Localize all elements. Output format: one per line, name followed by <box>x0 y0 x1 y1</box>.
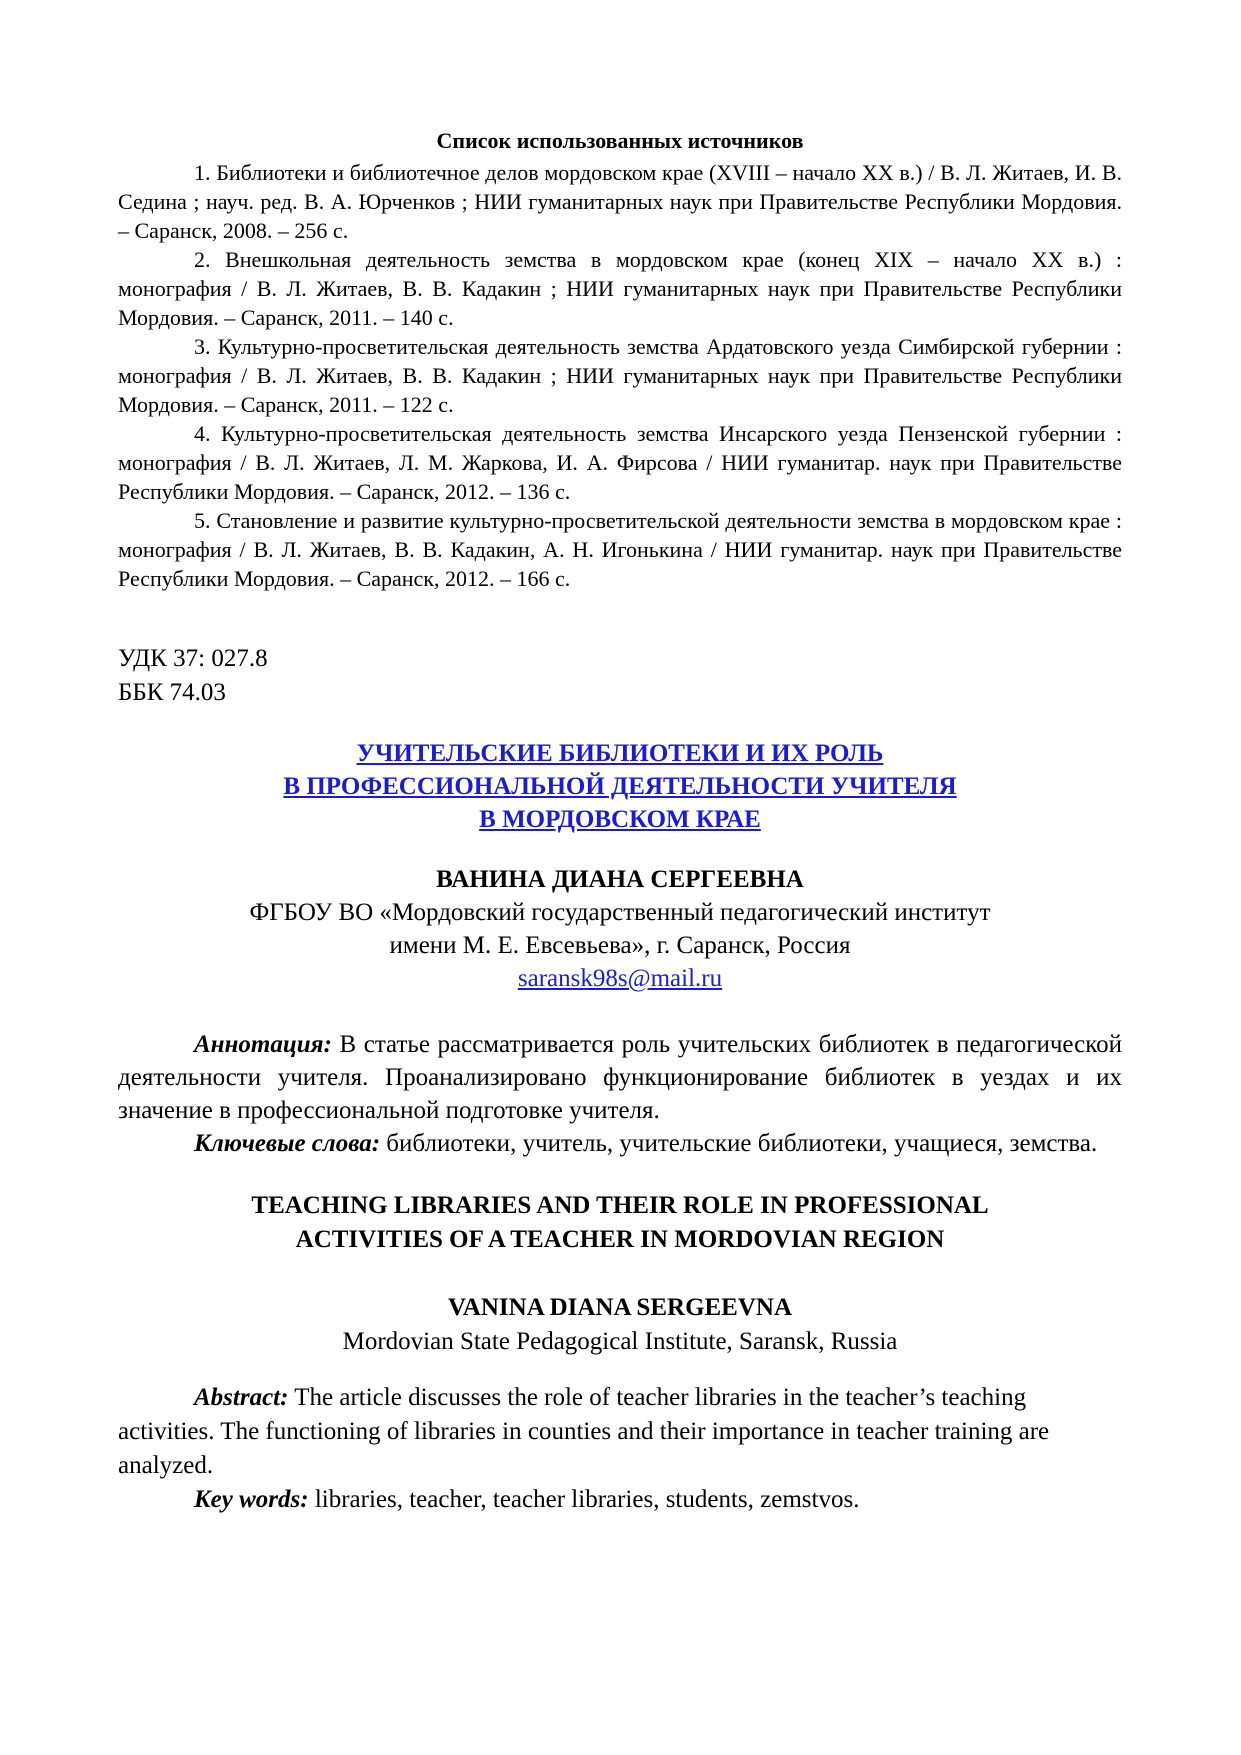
affiliation-ru-line-1: ФГБОУ ВО «Мордовский государственный педагогический институт <box>249 899 991 926</box>
abstract-text-en: The article discusses the role of teacher libraries in the teacher’s teaching activities. The functioning of libraries in counties and their importance in teacher training are analyzed. <box>118 1384 1050 1479</box>
reference-item-1: 1. Библиотеки и библиотечное делов мордовском крае (XVIII – начало XX в.) / В. Л. Житаев, И. В. Седина ; науч. ред. В. А. Юрченков ; НИИ гуманитарных наук при Правительстве Республики Мордовия. – Саранск, 2008. – 256 с. <box>118 160 1122 243</box>
title-en-line-2: ACTIVITIES OF A TEACHER IN MORDOVIAN REGION <box>295 1226 945 1253</box>
keywords-label-en: Key words: <box>194 1486 309 1513</box>
page-content <box>118 126 1122 1517</box>
keywords-paragraph-ru <box>118 1127 1122 1160</box>
udk-code: УДК 37: 027.8 <box>118 645 268 672</box>
author-name-ru: ВАНИНА ДИАНА СЕРГЕЕВНА <box>436 866 804 893</box>
references-section <box>118 126 1122 593</box>
abstract-label-en: Abstract: <box>194 1384 289 1411</box>
classification-codes <box>118 642 1122 710</box>
bbk-code: ББК 74.03 <box>118 679 226 706</box>
author-email-link[interactable]: saransk98s@mail.ru <box>517 965 723 992</box>
keywords-paragraph-en <box>118 1483 1122 1517</box>
title-ru-line-2-link[interactable]: В ПРОФЕССИОНАЛЬНОЙ ДЕЯТЕЛЬНОСТИ УЧИТЕЛЯ <box>283 773 957 800</box>
reference-item-2: 2. Внешкольная деятельность земства в мордовском крае (конец XIX – начало XX в.) : монография / В. Л. Житаев, В. В. Кадакин ; НИИ гуманитарных наук при Правительстве Республики Мордовия. – Саранск, 2011. – 140 с. <box>118 247 1122 330</box>
references-heading: Список использованных источников <box>436 128 804 153</box>
article-title-en <box>118 1189 1122 1257</box>
title-ru-line-1-link[interactable]: УЧИТЕЛЬСКИЕ БИБЛИОТЕКИ И ИХ РОЛЬ <box>356 740 884 767</box>
abstract-paragraph-ru <box>118 1028 1122 1127</box>
reference-item-4: 4. Культурно-просветительская деятельность земства Инсарского уезда Пензенской губернии : монография / В. Л. Житаев, Л. М. Жаркова, И. А. Фирсова / НИИ гуманитар. наук при Правительстве Республики Мордовия. – Саранск, 2012. – 136 с. <box>118 421 1122 504</box>
keywords-text-ru: библиотеки, учитель, учительские библиотеки, учащиеся, земства. <box>380 1130 1098 1157</box>
reference-list <box>118 158 1122 593</box>
abstract-block-en <box>118 1381 1122 1517</box>
affiliation-en: Mordovian State Pedagogical Institute, Saransk, Russia <box>342 1328 898 1355</box>
abstract-text-ru: В статье рассматривается роль учительских библиотек в педагогической деятельности учителя. Проанализировано функционирование библиотек в уездах и их значение в профессиональной подготовке учителя. <box>118 1031 1122 1124</box>
author-name-en: VANINA DIANA SERGEEVNA <box>447 1294 793 1321</box>
reference-item-5: 5. Становление и развитие культурно-просветительской деятельности земства в мордовском крае : монография / В. Л. Житаев, В. В. Кадакин, А. Н. Игонькина / НИИ гуманитар. наук при Правительстве Республики Мордовия. – Саранск, 2012. – 166 с. <box>118 508 1122 591</box>
abstract-label-ru: Аннотация: <box>194 1031 332 1058</box>
title-en-line-1: TEACHING LIBRARIES AND THEIR ROLE IN PROFESSIONAL <box>251 1192 989 1219</box>
abstract-paragraph-en <box>118 1381 1122 1483</box>
abstract-block-ru <box>118 1028 1122 1160</box>
article-title-ru <box>118 737 1122 836</box>
reference-item-3: 3. Культурно-просветительская деятельность земства Ардатовского уезда Симбирской губернии : монография / В. Л. Житаев, В. В. Кадакин ; НИИ гуманитарных наук при Правительстве Республики Мордовия. – Саранск, 2011. – 122 с. <box>118 334 1122 417</box>
author-block-en <box>118 1291 1122 1359</box>
title-ru-line-3-link[interactable]: В МОРДОВСКОМ КРАЕ <box>479 806 761 833</box>
affiliation-ru-line-2: имени М. Е. Евсевьева», г. Саранск, Россия <box>389 932 851 959</box>
keywords-label-ru: Ключевые слова: <box>194 1130 381 1157</box>
keywords-text-en: libraries, teacher, teacher libraries, students, zemstvos. <box>308 1486 860 1513</box>
author-block-ru <box>118 863 1122 995</box>
